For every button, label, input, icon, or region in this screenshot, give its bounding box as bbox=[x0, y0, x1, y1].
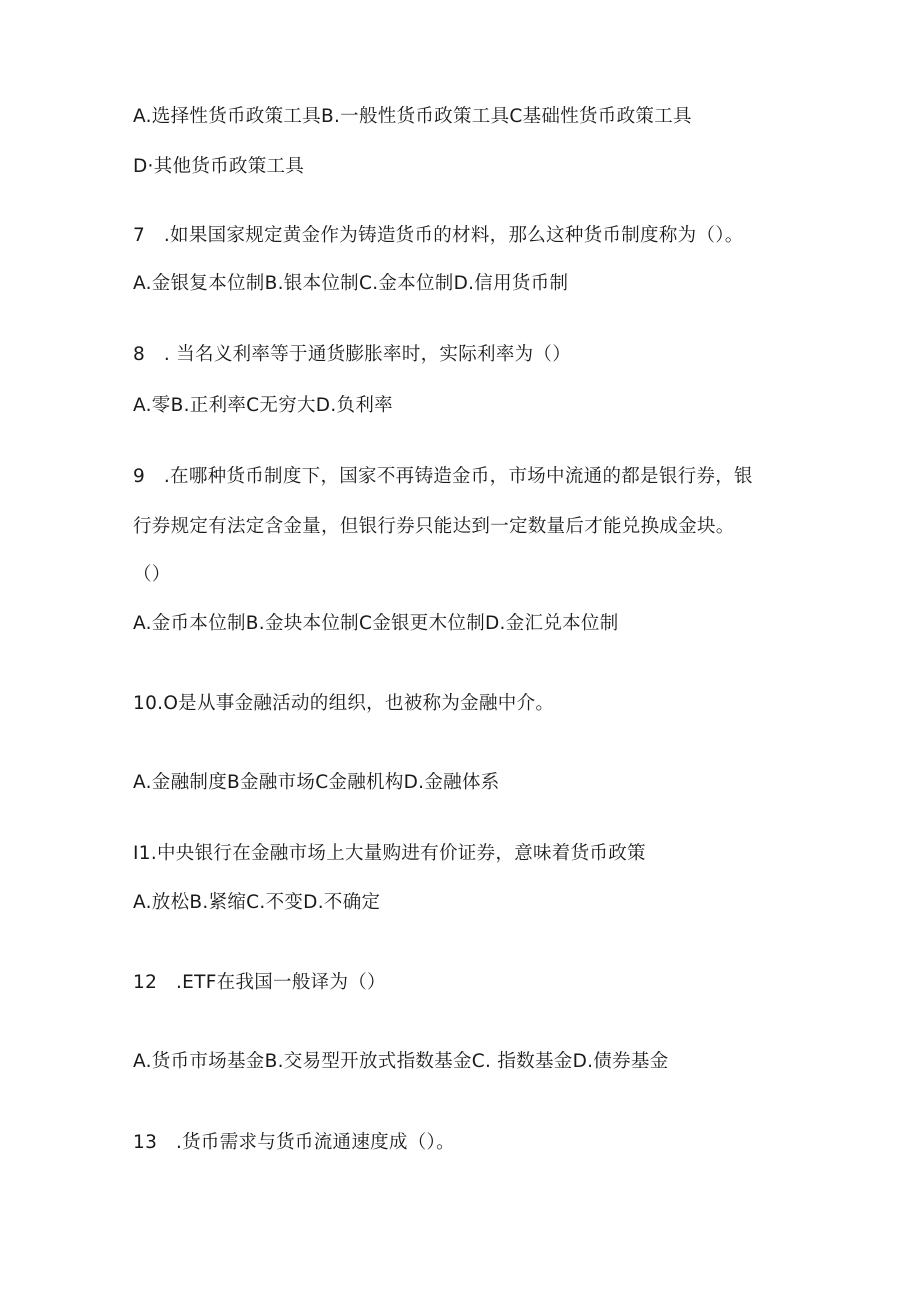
q8-options: A.零B.正利率C无穷大D.负利率 bbox=[133, 395, 393, 416]
q11-question: I1.中央银行在金融市场上大量购进有价证券，意味着货币政策 bbox=[133, 843, 646, 864]
q7-question: 7 .如果国家规定黄金作为铸造货币的材料，那么这种货币制度称为（）。 bbox=[133, 225, 744, 246]
q9-question-line-2: 行券规定有法定含金量，但银行券只能达到一定数量后才能兑换成金块。 bbox=[133, 516, 735, 537]
q8-question: 8 . 当名义利率等于通货膨胀率时，实际利率为（） bbox=[133, 344, 572, 365]
q11-options: A.放松B.紧缩C.不变D.不确定 bbox=[133, 892, 381, 913]
q10-question: 10.O是从事金融活动的组织，也被称为金融中介。 bbox=[133, 693, 555, 714]
q13-question: 13 .货币需求与货币流通速度成（）。 bbox=[133, 1132, 455, 1153]
q10-options: A.金融制度B金融市场C金融机构D.金融体系 bbox=[133, 772, 500, 793]
q7-options: A.金银复本位制B.银本位制C.金本位制D.信用货币制 bbox=[133, 273, 569, 294]
q9-question-line-3: （） bbox=[133, 564, 171, 585]
q6-options-line-1: A.选择性货币政策工具B.一般性货币政策工具C基础性货币政策工具 bbox=[133, 106, 692, 127]
q9-options: A.金币本位制B.金块本位制C金银更木位制D.金汇兑本位制 bbox=[133, 613, 619, 634]
q12-options: A.货币市场基金B.交易型开放式指数基金C. 指数基金D.债券基金 bbox=[133, 1051, 669, 1072]
q12-question: 12 .ETF在我国一般译为（） bbox=[133, 972, 386, 993]
q9-question-line-1: 9 .在哪种货币制度下，国家不再铸造金币，市场中流通的都是银行券，银 bbox=[133, 466, 753, 487]
q6-options-line-2: D·其他货币政策工具 bbox=[133, 156, 305, 177]
